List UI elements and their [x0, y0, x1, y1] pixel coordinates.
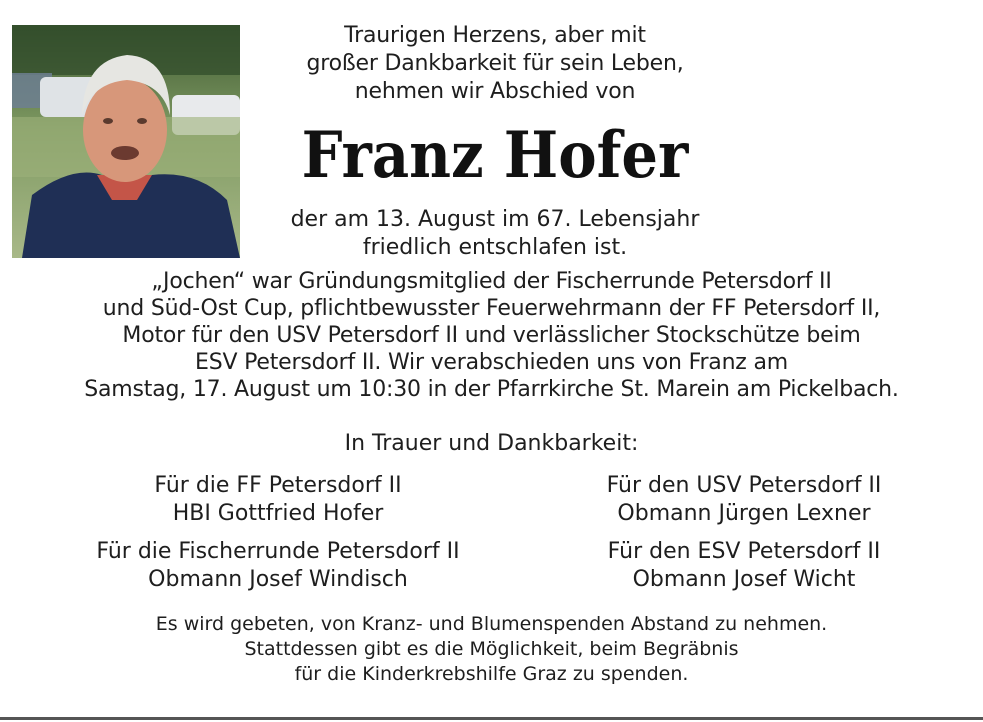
- intro-line: großer Dankbarkeit für sein Leben,: [306, 51, 684, 76]
- signature-person: Obmann Josef Windisch: [148, 567, 408, 592]
- note-line: für die Kinderkrebshilfe Graz zu spenden.: [294, 663, 689, 685]
- signature-person: Obmann Jürgen Lexner: [617, 501, 871, 526]
- signature-org: Für den ESV Petersdorf II: [607, 539, 881, 564]
- bottom-divider: [0, 717, 983, 720]
- signature-usv: [524, 472, 964, 528]
- portrait-illustration: [12, 25, 240, 258]
- signature-person: HBI Gottfried Hofer: [172, 501, 384, 526]
- bio-line: und Süd-Ost Cup, pflichtbewusster Feuerwehrmann der FF Petersdorf II,: [102, 296, 881, 321]
- death-text: [255, 206, 735, 262]
- intro-line: Traurigen Herzens, aber mit: [344, 23, 646, 48]
- biography-text: [0, 268, 983, 403]
- signature-org: Für die Fischerrunde Petersdorf II: [96, 539, 460, 564]
- deceased-name: Franz Hofer: [301, 118, 689, 193]
- signature-org: Für die FF Petersdorf II: [154, 473, 402, 498]
- signature-fischerrunde: [58, 538, 498, 594]
- note-line: Stattdessen gibt es die Möglichkeit, beim Begräbnis: [244, 638, 739, 660]
- bio-line: „Jochen“ war Gründungsmitglied der Fischerrunde Petersdorf II: [151, 269, 832, 294]
- signature-ff: [58, 472, 498, 528]
- bio-line: Motor für den USV Petersdorf II und verlässlicher Stockschütze beim: [122, 323, 861, 348]
- note-line: Es wird gebeten, von Kranz- und Blumenspenden Abstand zu nehmen.: [155, 613, 828, 635]
- donation-note: [0, 612, 983, 687]
- mourning-heading: In Trauer und Dankbarkeit:: [344, 431, 639, 456]
- bio-line: Samstag, 17. August um 10:30 in der Pfarrkirche St. Marein am Pickelbach.: [84, 377, 899, 402]
- death-line: der am 13. August im 67. Lebensjahr: [290, 207, 700, 232]
- intro-text: [260, 22, 730, 106]
- signature-esv: [524, 538, 964, 594]
- death-line: friedlich entschlafen ist.: [362, 235, 628, 260]
- signature-person: Obmann Josef Wicht: [632, 567, 856, 592]
- intro-line: nehmen wir Abschied von: [354, 79, 636, 104]
- portrait-photo: [12, 25, 240, 258]
- bio-line: ESV Petersdorf II. Wir verabschieden uns von Franz am: [195, 350, 788, 375]
- signature-org: Für den USV Petersdorf II: [606, 473, 882, 498]
